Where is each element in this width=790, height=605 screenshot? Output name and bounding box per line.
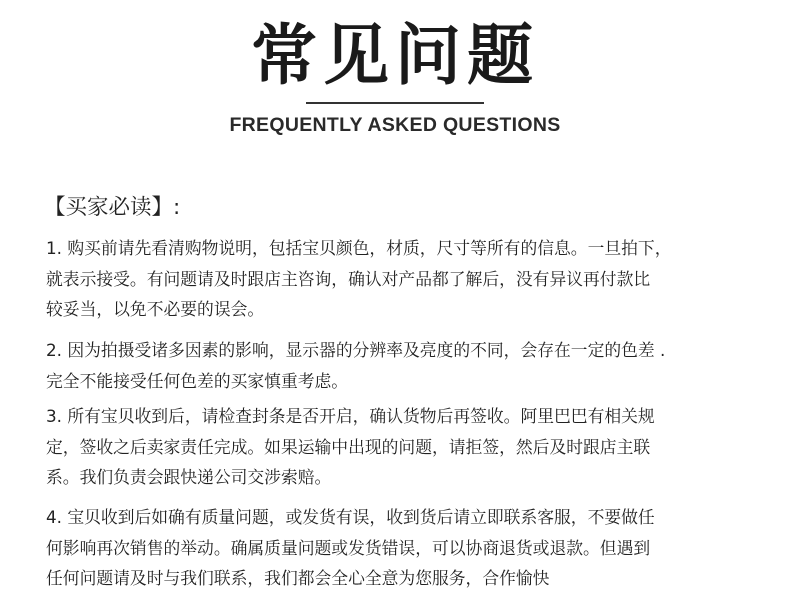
faq-paragraph-line: 4. 宝贝收到后如确有质量问题，或发货有误，收到货后请立即联系客服，不要做任 bbox=[46, 507, 655, 527]
faq-paragraph-line: 何影响再次销售的举动。确属质量问题或发货错误，可以协商退货或退款。但遇到 bbox=[46, 537, 651, 558]
page-subtitle: FREQUENTLY ASKED QUESTIONS bbox=[229, 114, 561, 136]
faq-paragraph-line: 2. 因为拍摄受诸多因素的影响，显示器的分辨率及亮度的不同，会存在一定的色差 . bbox=[46, 340, 666, 360]
faq-paragraph-line: 定，签收之后卖家责任完成。如果运输中出现的问题，请拒签，然后及时跟店主联 bbox=[46, 436, 651, 457]
title-divider bbox=[306, 102, 484, 104]
faq-paragraph-line: 较妥当，以免不必要的误会。 bbox=[46, 299, 265, 319]
faq-paragraph-line: 完全不能接受任何色差的买家慎重考虑。 bbox=[46, 370, 349, 391]
faq-paragraph-line: 1. 购买前请先看清购物说明，包括宝贝颜色，材质，尺寸等所有的信息。一旦拍下， bbox=[46, 238, 672, 258]
faq-paragraph-1 bbox=[46, 233, 758, 325]
faq-paragraph-3 bbox=[46, 401, 758, 493]
faq-paragraph-4 bbox=[46, 502, 758, 594]
faq-paragraph-line: 就表示接受。有问题请及时跟店主咨询，确认对产品都了解后，没有异议再付款比 bbox=[46, 268, 651, 289]
page-title: 常见问题 bbox=[251, 17, 539, 94]
faq-paragraph-line: 3. 所有宝贝收到后，请检查封条是否开启，确认货物后再签收。阿里巴巴有相关规 bbox=[46, 406, 655, 426]
section-heading: 【买家必读】: bbox=[44, 195, 181, 220]
faq-paragraph-2 bbox=[46, 335, 758, 396]
faq-paragraph-line: 任何问题请及时与我们联系，我们都会全心全意为您服务，合作愉快 bbox=[46, 568, 550, 588]
faq-paragraph-line: 系。我们负责会跟快递公司交涉索赔。 bbox=[46, 467, 332, 487]
